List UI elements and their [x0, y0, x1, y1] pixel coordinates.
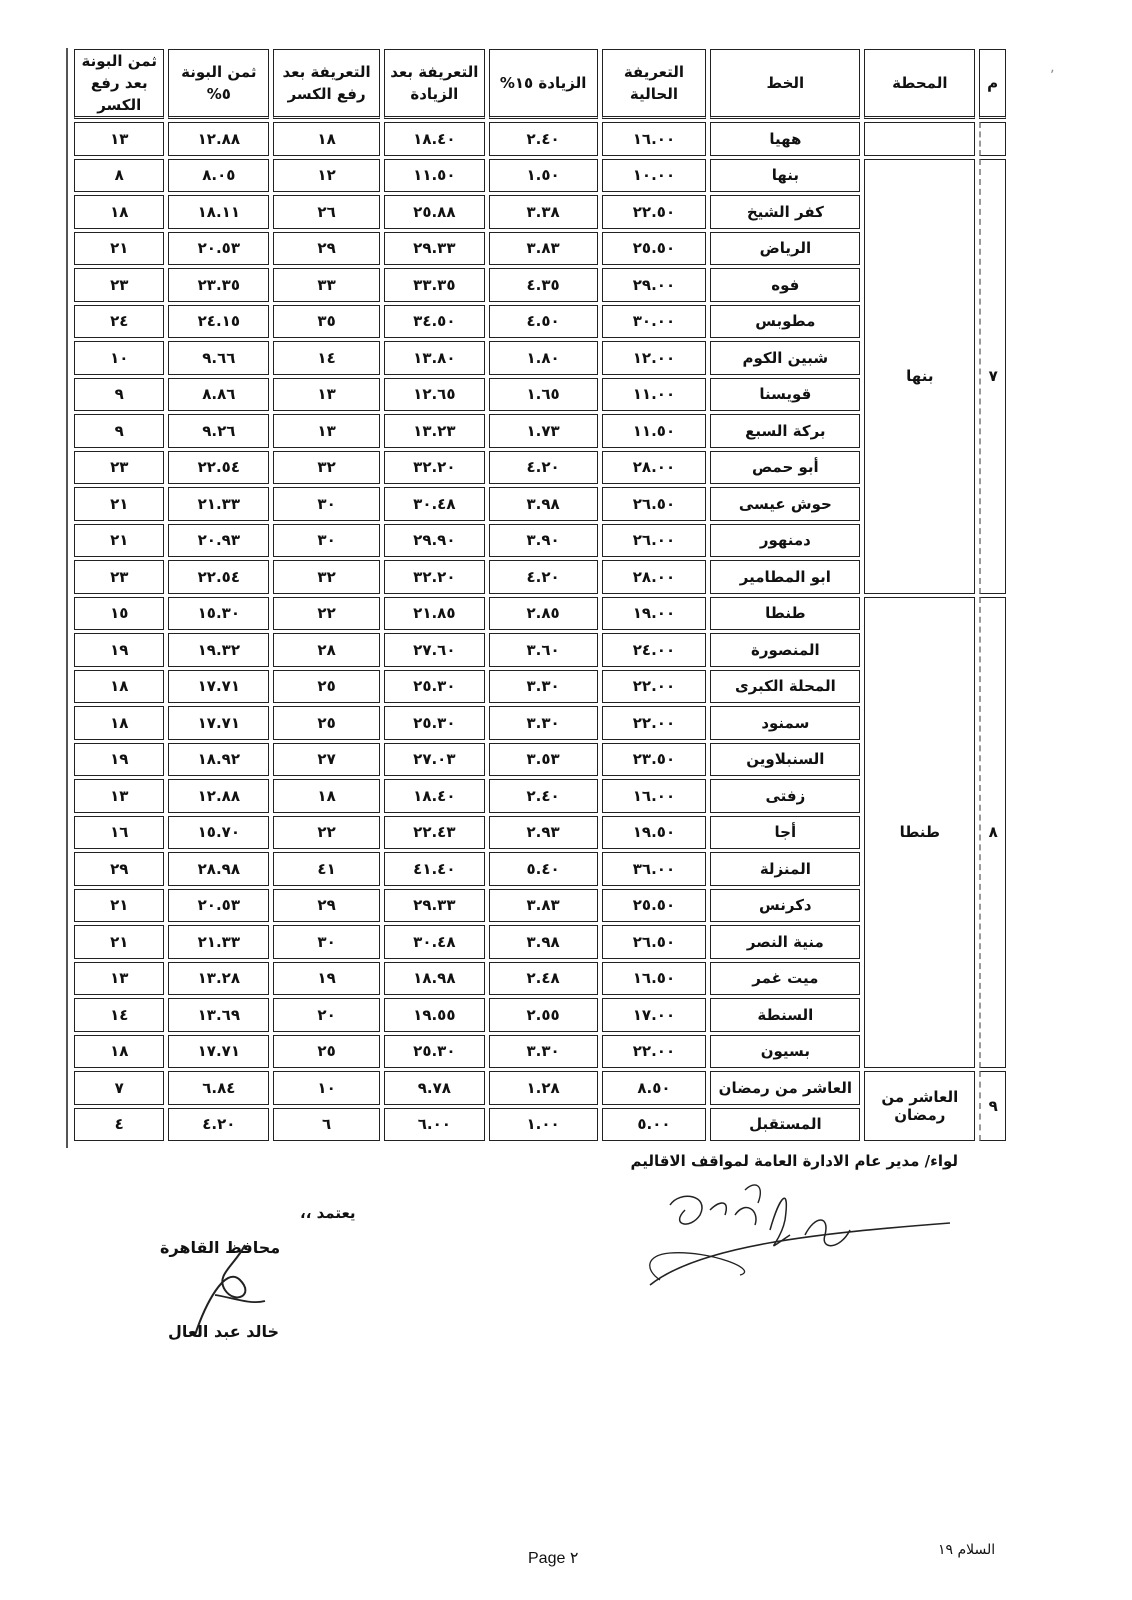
row-current-fare: ٢٤.٠٠ — [602, 633, 707, 667]
row-coupon-after-rounding: ٢١ — [74, 889, 164, 923]
row-increase: ١.٠٠ — [489, 1108, 598, 1142]
row-line: المحلة الكبرى — [710, 670, 860, 704]
row-coupon-after-rounding: ١٨ — [74, 1035, 164, 1069]
row-coupon-after-rounding: ٩ — [74, 378, 164, 412]
row-increase: ٣.٣٠ — [489, 670, 598, 704]
page-left-edge — [66, 48, 68, 1148]
row-coupon-price: ٩.٦٦ — [168, 341, 269, 375]
row-fare-after-rounding: ١٤ — [273, 341, 380, 375]
row-coupon-after-rounding: ٢٣ — [74, 268, 164, 302]
row-line: المنزلة — [710, 852, 860, 886]
row-coupon-after-rounding: ٢٤ — [74, 305, 164, 339]
row-coupon-after-rounding: ١٩ — [74, 633, 164, 667]
row-line: بنها — [710, 159, 860, 193]
row-line: المستقبل — [710, 1108, 860, 1142]
row-line: فوه — [710, 268, 860, 302]
row-coupon-price: ١٨.٩٢ — [168, 743, 269, 777]
row-line: الرياض — [710, 232, 860, 266]
row-coupon-price: ٨.٠٥ — [168, 159, 269, 193]
row-current-fare: ٣٦.٠٠ — [602, 852, 707, 886]
row-increase: ١.٥٠ — [489, 159, 598, 193]
row-increase: ٣.٣٠ — [489, 706, 598, 740]
row-coupon-after-rounding: ١٨ — [74, 195, 164, 229]
row-fare-after-rounding: ١٣ — [273, 414, 380, 448]
group-index: ٨ — [979, 597, 1006, 1069]
row-current-fare: ٢٢.٠٠ — [602, 1035, 707, 1069]
row-current-fare: ١٦.٠٠ — [602, 779, 707, 813]
row-coupon-after-rounding: ١٣ — [74, 779, 164, 813]
row-line: شبين الكوم — [710, 341, 860, 375]
row-current-fare: ٥.٠٠ — [602, 1108, 707, 1142]
row-line: كفر الشيخ — [710, 195, 860, 229]
row-fare-after-rounding: ١٩ — [273, 962, 380, 996]
row-coupon-after-rounding: ٢١ — [74, 487, 164, 521]
row-fare-after-rounding: ٢٢ — [273, 597, 380, 631]
row-current-fare: ١٩.٥٠ — [602, 816, 707, 850]
row-current-fare: ٢٢.٥٠ — [602, 195, 707, 229]
row-fare-after-rounding: ٣٠ — [273, 925, 380, 959]
row-current-fare: ١٧.٠٠ — [602, 998, 707, 1032]
row-line: سمنود — [710, 706, 860, 740]
row-coupon-price: ٢١.٣٣ — [168, 487, 269, 521]
row-line: أبو حمص — [710, 451, 860, 485]
row-fare-after-rounding: ٢٧ — [273, 743, 380, 777]
row-fare-after-increase: ٢٥.٨٨ — [384, 195, 485, 229]
header-station: المحطة — [864, 49, 975, 119]
row-line: دكرنس — [710, 889, 860, 923]
row-increase: ١.٢٨ — [489, 1071, 598, 1105]
row-coupon-price: ١٥.٣٠ — [168, 597, 269, 631]
row-line: منية النصر — [710, 925, 860, 959]
row-coupon-price: ٢٢.٥٤ — [168, 451, 269, 485]
row-increase: ٤.٥٠ — [489, 305, 598, 339]
row-coupon-after-rounding: ١٩ — [74, 743, 164, 777]
row-coupon-price: ٢٢.٥٤ — [168, 560, 269, 594]
row-coupon-price: ٢٤.١٥ — [168, 305, 269, 339]
row-current-fare: ١٦.٠٠ — [602, 122, 707, 156]
row-coupon-price: ١٣.٦٩ — [168, 998, 269, 1032]
row-fare-after-increase: ١٣.٨٠ — [384, 341, 485, 375]
row-fare-after-rounding: ٢٥ — [273, 1035, 380, 1069]
table-row — [74, 122, 1006, 156]
row-coupon-after-rounding: ١٨ — [74, 670, 164, 704]
row-increase: ٣.٩٠ — [489, 524, 598, 558]
row-coupon-price: ٢٣.٣٥ — [168, 268, 269, 302]
row-fare-after-increase: ٢٧.٦٠ — [384, 633, 485, 667]
row-coupon-after-rounding: ٤ — [74, 1108, 164, 1142]
director-signature — [640, 1175, 970, 1305]
row-coupon-price: ٢١.٣٣ — [168, 925, 269, 959]
row-fare-after-rounding: ١٢ — [273, 159, 380, 193]
row-coupon-after-rounding: ٢١ — [74, 925, 164, 959]
row-fare-after-increase: ٣٠.٤٨ — [384, 925, 485, 959]
header-row — [74, 49, 1006, 119]
row-current-fare: ٢٢.٠٠ — [602, 670, 707, 704]
header-line: الخط — [710, 49, 860, 119]
row-line: حوش عيسى — [710, 487, 860, 521]
row-fare-after-increase: ٢١.٨٥ — [384, 597, 485, 631]
row-current-fare: ٢٥.٥٠ — [602, 889, 707, 923]
row-current-fare: ٢٦.٥٠ — [602, 925, 707, 959]
row-fare-after-rounding: ٢٦ — [273, 195, 380, 229]
row-current-fare: ٢٦.٠٠ — [602, 524, 707, 558]
row-coupon-after-rounding: ١٨ — [74, 706, 164, 740]
row-increase: ١.٨٠ — [489, 341, 598, 375]
row-fare-after-rounding: ٢٩ — [273, 232, 380, 266]
row-fare-after-increase: ٣٠.٤٨ — [384, 487, 485, 521]
row-fare-after-rounding: ٤١ — [273, 852, 380, 886]
row-line: مطوبس — [710, 305, 860, 339]
row-current-fare: ٢٥.٥٠ — [602, 232, 707, 266]
row-coupon-price: ١٩.٣٢ — [168, 633, 269, 667]
row-fare-after-increase: ٢٥.٣٠ — [384, 1035, 485, 1069]
row-increase: ٣.٩٨ — [489, 925, 598, 959]
row-increase: ١.٦٥ — [489, 378, 598, 412]
row-fare-after-increase: ٦.٠٠ — [384, 1108, 485, 1142]
row-coupon-price: ٢٠.٥٣ — [168, 232, 269, 266]
row-fare-after-increase: ١٨.٤٠ — [384, 779, 485, 813]
table-row — [74, 1071, 1006, 1105]
row-current-fare: ١٦.٥٠ — [602, 962, 707, 996]
row-increase: ٤.٢٠ — [489, 560, 598, 594]
row-fare-after-rounding: ٣٥ — [273, 305, 380, 339]
row-coupon-price: ١٧.٧١ — [168, 670, 269, 704]
row-coupon-price: ٨.٨٦ — [168, 378, 269, 412]
row-coupon-price: ١٣.٢٨ — [168, 962, 269, 996]
corner-mark-top: ʼ — [1050, 68, 1055, 84]
row-fare-after-increase: ١٣.٢٣ — [384, 414, 485, 448]
row-current-fare: ١١.٥٠ — [602, 414, 707, 448]
row-coupon-price: ١٢.٨٨ — [168, 779, 269, 813]
row-coupon-after-rounding: ٢٣ — [74, 451, 164, 485]
row-increase: ٢.٥٥ — [489, 998, 598, 1032]
row-coupon-price: ١٨.١١ — [168, 195, 269, 229]
row-coupon-after-rounding: ٢١ — [74, 232, 164, 266]
row-fare-after-rounding: ٢٩ — [273, 889, 380, 923]
row-fare-after-rounding: ١٣ — [273, 378, 380, 412]
governor-title: محافظ القاهرة — [160, 1238, 281, 1257]
row-fare-after-increase: ٢٥.٣٠ — [384, 706, 485, 740]
row-fare-after-increase: ٤١.٤٠ — [384, 852, 485, 886]
row-increase: ٣.٨٣ — [489, 232, 598, 266]
row-coupon-after-rounding: ٢٩ — [74, 852, 164, 886]
row-line: ههيا — [710, 122, 860, 156]
row-increase: ٢.٤٠ — [489, 779, 598, 813]
row-fare-after-rounding: ١٨ — [273, 122, 380, 156]
row-fare-after-increase: ١٨.٩٨ — [384, 962, 485, 996]
row-coupon-price: ٢٠.٩٣ — [168, 524, 269, 558]
row-current-fare: ٢٢.٠٠ — [602, 706, 707, 740]
row-coupon-after-rounding: ١٦ — [74, 816, 164, 850]
row-fare-after-increase: ٣٢.٢٠ — [384, 560, 485, 594]
row-fare-after-increase: ٢٢.٤٣ — [384, 816, 485, 850]
row-line: بركة السبع — [710, 414, 860, 448]
row-line: بسيون — [710, 1035, 860, 1069]
row-fare-after-increase: ٢٧.٠٣ — [384, 743, 485, 777]
row-current-fare: ١٠.٠٠ — [602, 159, 707, 193]
row-fare-after-rounding: ٣٠ — [273, 524, 380, 558]
page-number: Page ٢ — [528, 1550, 579, 1567]
group-station: العاشر من رمضان — [864, 1071, 975, 1141]
row-coupon-price: ٦.٨٤ — [168, 1071, 269, 1105]
row-line: طنطا — [710, 597, 860, 631]
row-fare-after-increase: ١٩.٥٥ — [384, 998, 485, 1032]
row-increase: ٤.٢٠ — [489, 451, 598, 485]
row-line: قويسنا — [710, 378, 860, 412]
row-fare-after-increase: ٢٥.٣٠ — [384, 670, 485, 704]
row-fare-after-rounding: ٢٥ — [273, 670, 380, 704]
row-line: ميت غمر — [710, 962, 860, 996]
row-coupon-price: ٩.٢٦ — [168, 414, 269, 448]
row-coupon-after-rounding: ٨ — [74, 159, 164, 193]
row-fare-after-increase: ٣٢.٢٠ — [384, 451, 485, 485]
row-fare-after-increase: ٢٩.٣٣ — [384, 889, 485, 923]
row-increase: ١.٧٣ — [489, 414, 598, 448]
group-index: ٩ — [979, 1071, 1006, 1141]
row-coupon-after-rounding: ١٣ — [74, 962, 164, 996]
row-current-fare: ٢٨.٠٠ — [602, 560, 707, 594]
row-coupon-price: ٤.٢٠ — [168, 1108, 269, 1142]
row-current-fare: ٨.٥٠ — [602, 1071, 707, 1105]
row-coupon-after-rounding: ١٣ — [74, 122, 164, 156]
row-current-fare: ١٩.٠٠ — [602, 597, 707, 631]
header-increase: الزيادة ١٥% — [489, 49, 598, 119]
row-fare-after-increase: ٢٩.٣٣ — [384, 232, 485, 266]
row-line: زفتى — [710, 779, 860, 813]
row-coupon-after-rounding: ٩ — [74, 414, 164, 448]
row-increase: ٣.٨٣ — [489, 889, 598, 923]
row-fare-after-rounding: ٣٢ — [273, 451, 380, 485]
governor-name: خالد عبد العال — [168, 1322, 280, 1341]
approve-label: يعتمد ،، — [300, 1204, 356, 1222]
row-fare-after-rounding: ١٨ — [273, 779, 380, 813]
group-index — [979, 122, 1006, 156]
row-increase: ٢.٩٣ — [489, 816, 598, 850]
row-fare-after-rounding: ٣٠ — [273, 487, 380, 521]
row-fare-after-increase: ١٨.٤٠ — [384, 122, 485, 156]
footer-code: السلام ١٩ — [938, 1542, 996, 1558]
row-fare-after-rounding: ٣٣ — [273, 268, 380, 302]
row-coupon-price: ١٧.٧١ — [168, 1035, 269, 1069]
row-coupon-price: ١٢.٨٨ — [168, 122, 269, 156]
row-coupon-after-rounding: ١٤ — [74, 998, 164, 1032]
row-fare-after-rounding: ٢٥ — [273, 706, 380, 740]
row-fare-after-rounding: ٢٨ — [273, 633, 380, 667]
header-fare-after-increase: التعريفة بعد الزيادة — [384, 49, 485, 119]
row-increase: ٣.٩٨ — [489, 487, 598, 521]
row-coupon-price: ١٥.٧٠ — [168, 816, 269, 850]
row-increase: ٤.٣٥ — [489, 268, 598, 302]
table-row — [74, 159, 1006, 193]
row-fare-after-rounding: ٦ — [273, 1108, 380, 1142]
row-current-fare: ٢٨.٠٠ — [602, 451, 707, 485]
row-coupon-after-rounding: ٢١ — [74, 524, 164, 558]
row-current-fare: ٢٣.٥٠ — [602, 743, 707, 777]
row-coupon-after-rounding: ١٠ — [74, 341, 164, 375]
header-current-fare: التعريفة الحالية — [602, 49, 707, 119]
row-coupon-price: ١٧.٧١ — [168, 706, 269, 740]
header-coupon-price: ثمن البونة ٥% — [168, 49, 269, 119]
row-line: السنطة — [710, 998, 860, 1032]
row-line: العاشر من رمضان — [710, 1071, 860, 1105]
row-line: أجا — [710, 816, 860, 850]
row-increase: ٢.٤٨ — [489, 962, 598, 996]
row-increase: ٥.٤٠ — [489, 852, 598, 886]
group-station: طنطا — [864, 597, 975, 1069]
row-fare-after-rounding: ١٠ — [273, 1071, 380, 1105]
row-fare-after-increase: ٣٣.٣٥ — [384, 268, 485, 302]
row-current-fare: ١٢.٠٠ — [602, 341, 707, 375]
fares-body — [74, 122, 1006, 1141]
row-increase: ٢.٤٠ — [489, 122, 598, 156]
group-index: ٧ — [979, 159, 1006, 594]
header-fare-after-rounding: التعريفة بعد رفع الكسر — [273, 49, 380, 119]
row-line: دمنهور — [710, 524, 860, 558]
row-fare-after-increase: ٣٤.٥٠ — [384, 305, 485, 339]
row-coupon-after-rounding: ١٥ — [74, 597, 164, 631]
group-station: بنها — [864, 159, 975, 594]
director-title: لواء/ مدير عام الادارة العامة لمواقف الاقاليم — [630, 1152, 958, 1170]
row-fare-after-increase: ٩.٧٨ — [384, 1071, 485, 1105]
row-line: ابو المطامير — [710, 560, 860, 594]
row-fare-after-rounding: ٢٢ — [273, 816, 380, 850]
row-increase: ٣.٣٠ — [489, 1035, 598, 1069]
row-line: السنبلاوين — [710, 743, 860, 777]
row-line: المنصورة — [710, 633, 860, 667]
row-current-fare: ١١.٠٠ — [602, 378, 707, 412]
group-station — [864, 122, 975, 156]
row-increase: ٢.٨٥ — [489, 597, 598, 631]
row-increase: ٣.٣٨ — [489, 195, 598, 229]
row-increase: ٣.٦٠ — [489, 633, 598, 667]
header-index: م — [979, 49, 1006, 119]
row-coupon-price: ٢٠.٥٣ — [168, 889, 269, 923]
table-row — [74, 597, 1006, 631]
row-increase: ٣.٥٣ — [489, 743, 598, 777]
row-coupon-after-rounding: ٢٣ — [74, 560, 164, 594]
row-fare-after-rounding: ٢٠ — [273, 998, 380, 1032]
row-current-fare: ٢٦.٥٠ — [602, 487, 707, 521]
row-coupon-price: ٢٨.٩٨ — [168, 852, 269, 886]
row-current-fare: ٣٠.٠٠ — [602, 305, 707, 339]
row-current-fare: ٢٩.٠٠ — [602, 268, 707, 302]
row-fare-after-increase: ١٢.٦٥ — [384, 378, 485, 412]
header-coupon-after-rounding: ثمن البونة بعد رفع الكسر — [74, 49, 164, 119]
row-fare-after-increase: ٢٩.٩٠ — [384, 524, 485, 558]
row-coupon-after-rounding: ٧ — [74, 1071, 164, 1105]
fares-table — [70, 46, 1010, 1144]
row-fare-after-rounding: ٣٢ — [273, 560, 380, 594]
row-fare-after-increase: ١١.٥٠ — [384, 159, 485, 193]
